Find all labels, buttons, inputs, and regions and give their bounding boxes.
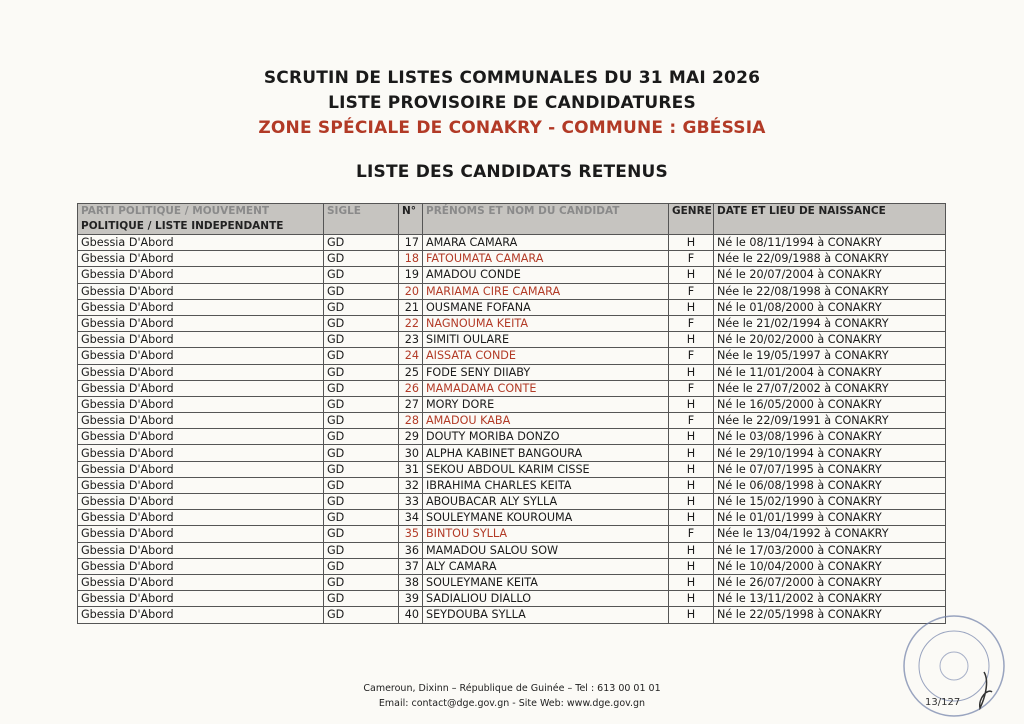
cell-genre: F (669, 380, 714, 396)
cell-party: Gbessia D'Abord (78, 332, 324, 348)
table-row (78, 445, 946, 461)
table-row (78, 348, 946, 364)
cell-candidate-name: AISSATA CONDE (423, 348, 669, 364)
cell-birth: Né le 03/08/1996 à CONAKRY (714, 429, 946, 445)
cell-number: 27 (399, 396, 423, 412)
cell-candidate-name: MORY DORE (423, 396, 669, 412)
cell-number: 19 (399, 267, 423, 283)
cell-candidate-name: ABOUBACAR ALY SYLLA (423, 494, 669, 510)
candidates-table (77, 203, 946, 624)
cell-party: Gbessia D'Abord (78, 413, 324, 429)
table-row (78, 235, 946, 251)
cell-sigle: GD (324, 607, 399, 623)
cell-number: 39 (399, 591, 423, 607)
table-row (78, 558, 946, 574)
cell-party: Gbessia D'Abord (78, 235, 324, 251)
footer-address: Cameroun, Dixinn – République de Guinée – Tel : 613 00 01 01 (363, 683, 661, 694)
cell-candidate-name: MARIAMA CIRE CAMARA (423, 283, 669, 299)
cell-birth: Né le 22/05/1998 à CONAKRY (714, 607, 946, 623)
table-row (78, 283, 946, 299)
column-header-number: N° (399, 204, 423, 235)
cell-birth: Née le 21/02/1994 à CONAKRY (714, 315, 946, 331)
cell-party: Gbessia D'Abord (78, 299, 324, 315)
table-row (78, 477, 946, 493)
table-row (78, 542, 946, 558)
table-row (78, 461, 946, 477)
cell-party: Gbessia D'Abord (78, 364, 324, 380)
cell-candidate-name: MAMADAMA CONTE (423, 380, 669, 396)
cell-genre: H (669, 332, 714, 348)
cell-genre: H (669, 445, 714, 461)
cell-candidate-name: AMADOU CONDE (423, 267, 669, 283)
cell-number: 29 (399, 429, 423, 445)
cell-sigle: GD (324, 526, 399, 542)
cell-genre: H (669, 235, 714, 251)
cell-candidate-name: AMARA CAMARA (423, 235, 669, 251)
column-header-name: PRÉNOMS ET NOM DU CANDIDAT (423, 204, 669, 235)
cell-birth: Née le 22/08/1998 à CONAKRY (714, 283, 946, 299)
cell-genre: H (669, 494, 714, 510)
cell-candidate-name: SEKOU ABDOUL KARIM CISSE (423, 461, 669, 477)
cell-birth: Née le 13/04/1992 à CONAKRY (714, 526, 946, 542)
cell-candidate-name: NAGNOUMA KEITA (423, 315, 669, 331)
cell-birth: Né le 08/11/1994 à CONAKRY (714, 235, 946, 251)
cell-sigle: GD (324, 235, 399, 251)
cell-number: 23 (399, 332, 423, 348)
cell-candidate-name: AMADOU KABA (423, 413, 669, 429)
cell-party: Gbessia D'Abord (78, 542, 324, 558)
column-header-sigle: SIGLE (324, 204, 399, 235)
cell-party: Gbessia D'Abord (78, 494, 324, 510)
cell-genre: H (669, 364, 714, 380)
column-header-party: PARTI POLITIQUE / MOUVEMENT POLITIQUE / LISTE INDEPENDANTE (78, 204, 324, 235)
footer-contact: Email: contact@dge.gov.gn - Site Web: www.dge.gov.gn (378, 698, 646, 709)
cell-birth: Née le 27/07/2002 à CONAKRY (714, 380, 946, 396)
cell-birth: Née le 22/09/1988 à CONAKRY (714, 251, 946, 267)
cell-number: 30 (399, 445, 423, 461)
table-row (78, 396, 946, 412)
cell-number: 40 (399, 607, 423, 623)
cell-number: 35 (399, 526, 423, 542)
cell-sigle: GD (324, 380, 399, 396)
table-row (78, 267, 946, 283)
cell-sigle: GD (324, 558, 399, 574)
cell-genre: H (669, 461, 714, 477)
table-row (78, 299, 946, 315)
cell-sigle: GD (324, 429, 399, 445)
cell-birth: Né le 20/07/2004 à CONAKRY (714, 267, 946, 283)
page-number: 13/127 (925, 697, 961, 708)
table-row (78, 315, 946, 331)
cell-genre: H (669, 574, 714, 590)
cell-genre: F (669, 315, 714, 331)
cell-candidate-name: SIMITI OULARE (423, 332, 669, 348)
cell-sigle: GD (324, 332, 399, 348)
cell-genre: F (669, 348, 714, 364)
cell-number: 34 (399, 510, 423, 526)
cell-party: Gbessia D'Abord (78, 348, 324, 364)
table-row (78, 251, 946, 267)
cell-sigle: GD (324, 413, 399, 429)
cell-sigle: GD (324, 348, 399, 364)
cell-number: 25 (399, 364, 423, 380)
cell-birth: Né le 06/08/1998 à CONAKRY (714, 477, 946, 493)
cell-party: Gbessia D'Abord (78, 558, 324, 574)
table-row (78, 380, 946, 396)
cell-party: Gbessia D'Abord (78, 591, 324, 607)
cell-birth: Né le 01/01/1999 à CONAKRY (714, 510, 946, 526)
cell-sigle: GD (324, 461, 399, 477)
cell-number: 37 (399, 558, 423, 574)
cell-genre: F (669, 413, 714, 429)
column-header-genre: GENRE (669, 204, 714, 235)
cell-birth: Né le 07/07/1995 à CONAKRY (714, 461, 946, 477)
cell-party: Gbessia D'Abord (78, 267, 324, 283)
cell-candidate-name: FATOUMATA CAMARA (423, 251, 669, 267)
cell-candidate-name: SOULEYMANE KEITA (423, 574, 669, 590)
zone-title: ZONE SPÉCIALE DE CONAKRY - COMMUNE : GBÉSSIA (258, 118, 766, 138)
table-row (78, 574, 946, 590)
cell-birth: Né le 10/04/2000 à CONAKRY (714, 558, 946, 574)
cell-party: Gbessia D'Abord (78, 396, 324, 412)
table-row (78, 429, 946, 445)
cell-genre: H (669, 299, 714, 315)
cell-genre: H (669, 429, 714, 445)
cell-party: Gbessia D'Abord (78, 429, 324, 445)
table-row (78, 413, 946, 429)
cell-sigle: GD (324, 445, 399, 461)
cell-candidate-name: DOUTY MORIBA DONZO (423, 429, 669, 445)
cell-birth: Né le 16/05/2000 à CONAKRY (714, 396, 946, 412)
cell-number: 31 (399, 461, 423, 477)
cell-candidate-name: IBRAHIMA CHARLES KEITA (423, 477, 669, 493)
cell-number: 22 (399, 315, 423, 331)
cell-number: 36 (399, 542, 423, 558)
cell-genre: F (669, 283, 714, 299)
cell-party: Gbessia D'Abord (78, 510, 324, 526)
cell-candidate-name: ALY CAMARA (423, 558, 669, 574)
cell-genre: F (669, 251, 714, 267)
cell-candidate-name: FODE SENY DIIABY (423, 364, 669, 380)
cell-genre: H (669, 396, 714, 412)
cell-birth: Né le 17/03/2000 à CONAKRY (714, 542, 946, 558)
cell-genre: H (669, 267, 714, 283)
cell-sigle: GD (324, 542, 399, 558)
cell-candidate-name: OUSMANE FOFANA (423, 299, 669, 315)
cell-sigle: GD (324, 251, 399, 267)
cell-candidate-name: SEYDOUBA SYLLA (423, 607, 669, 623)
cell-birth: Née le 22/09/1991 à CONAKRY (714, 413, 946, 429)
cell-sigle: GD (324, 299, 399, 315)
cell-party: Gbessia D'Abord (78, 315, 324, 331)
table-row (78, 364, 946, 380)
cell-party: Gbessia D'Abord (78, 251, 324, 267)
cell-sigle: GD (324, 510, 399, 526)
cell-number: 28 (399, 413, 423, 429)
cell-party: Gbessia D'Abord (78, 607, 324, 623)
cell-birth: Né le 26/07/2000 à CONAKRY (714, 574, 946, 590)
cell-candidate-name: SOULEYMANE KOUROUMA (423, 510, 669, 526)
cell-party: Gbessia D'Abord (78, 574, 324, 590)
cell-sigle: GD (324, 396, 399, 412)
table-row (78, 526, 946, 542)
cell-sigle: GD (324, 477, 399, 493)
cell-candidate-name: ALPHA KABINET BANGOURA (423, 445, 669, 461)
cell-number: 20 (399, 283, 423, 299)
table-row (78, 494, 946, 510)
cell-sigle: GD (324, 315, 399, 331)
cell-birth: Né le 15/02/1990 à CONAKRY (714, 494, 946, 510)
cell-birth: Né le 11/01/2004 à CONAKRY (714, 364, 946, 380)
document-title: SCRUTIN DE LISTES COMMUNALES DU 31 MAI 2026 (263, 68, 761, 88)
cell-sigle: GD (324, 591, 399, 607)
cell-number: 18 (399, 251, 423, 267)
cell-number: 17 (399, 235, 423, 251)
cell-party: Gbessia D'Abord (78, 445, 324, 461)
cell-genre: H (669, 558, 714, 574)
cell-number: 26 (399, 380, 423, 396)
cell-number: 38 (399, 574, 423, 590)
cell-candidate-name: SADIALIOU DIALLO (423, 591, 669, 607)
table-body (78, 235, 946, 624)
cell-number: 33 (399, 494, 423, 510)
cell-birth: Né le 13/11/2002 à CONAKRY (714, 591, 946, 607)
table-row (78, 607, 946, 623)
cell-sigle: GD (324, 494, 399, 510)
cell-candidate-name: MAMADOU SALOU SOW (423, 542, 669, 558)
cell-genre: H (669, 591, 714, 607)
cell-genre: H (669, 477, 714, 493)
list-title: LISTE DES CANDIDATS RETENUS (355, 162, 668, 182)
cell-genre: F (669, 526, 714, 542)
column-header-birth: DATE ET LIEU DE NAISSANCE (714, 204, 946, 235)
cell-sigle: GD (324, 364, 399, 380)
cell-genre: H (669, 607, 714, 623)
cell-sigle: GD (324, 267, 399, 283)
cell-party: Gbessia D'Abord (78, 477, 324, 493)
table-row (78, 591, 946, 607)
table-row (78, 510, 946, 526)
cell-party: Gbessia D'Abord (78, 283, 324, 299)
table-header-row (78, 204, 946, 235)
cell-number: 21 (399, 299, 423, 315)
cell-genre: H (669, 510, 714, 526)
cell-number: 32 (399, 477, 423, 493)
cell-party: Gbessia D'Abord (78, 380, 324, 396)
cell-birth: Né le 29/10/1994 à CONAKRY (714, 445, 946, 461)
cell-sigle: GD (324, 574, 399, 590)
cell-birth: Né le 20/02/2000 à CONAKRY (714, 332, 946, 348)
cell-candidate-name: BINTOU SYLLA (423, 526, 669, 542)
cell-birth: Née le 19/05/1997 à CONAKRY (714, 348, 946, 364)
cell-party: Gbessia D'Abord (78, 461, 324, 477)
cell-party: Gbessia D'Abord (78, 526, 324, 542)
cell-sigle: GD (324, 283, 399, 299)
document-subtitle: LISTE PROVISOIRE DE CANDIDATURES (328, 93, 696, 113)
cell-birth: Né le 01/08/2000 à CONAKRY (714, 299, 946, 315)
table-row (78, 332, 946, 348)
cell-number: 24 (399, 348, 423, 364)
cell-genre: H (669, 542, 714, 558)
